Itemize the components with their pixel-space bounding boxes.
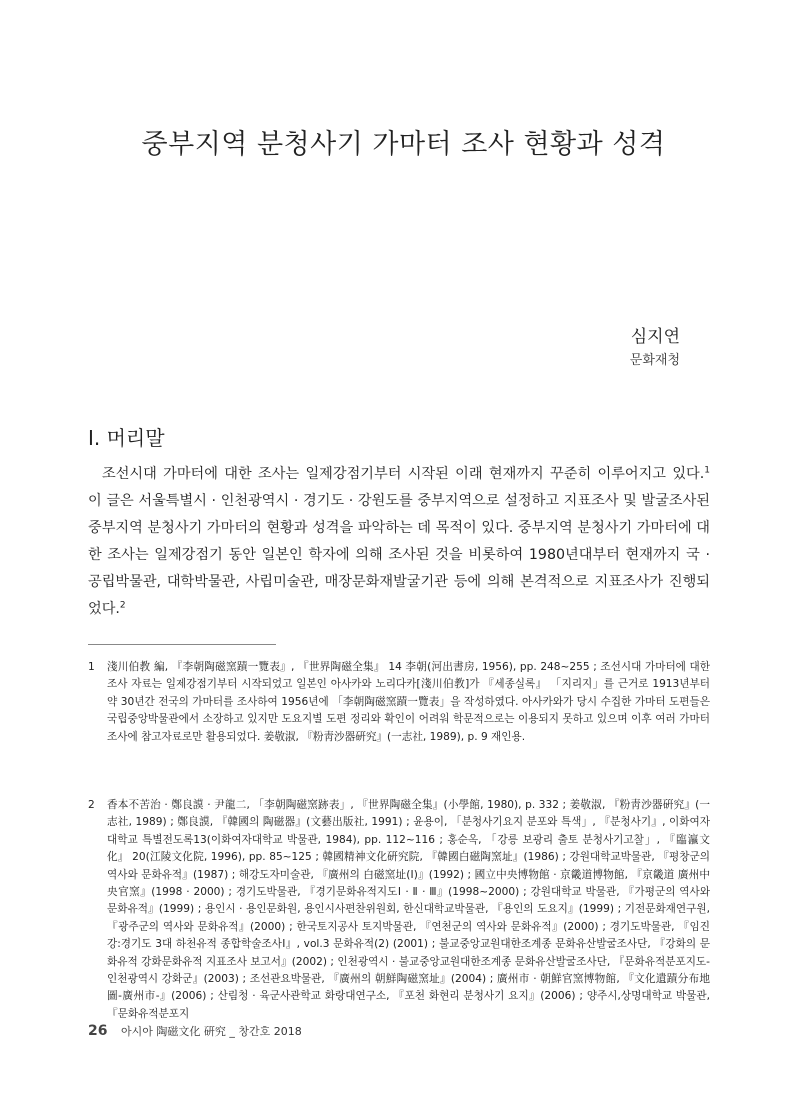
footnote-text: 淺川伯教 編, 『李朝陶磁窯蹟一覽表』, 『世界陶磁全集』 14 李朝(河出書房, 1956), pp. 248~255 ; 조선시대 가마터에 대한 조사 자료는 일제강점기부터 시작되었고 일본인 아사카와 노리다카[淺川伯教]가 『세종실록』 「지리지」를 근거로 1913년부터 약 30년간 전국의 가마터를 조사하여 1956년에 「李朝陶磁窯蹟一覽表」을 작성하였다. 아사카와가 당시 수집한 가마터 도편들은 국립중앙박물관에서 소장하고 있지만 도요지별 도편 정리와 확인이 어려워 학문적으로는 이용되지 못하고 있으며 이후 여러 가마터 조사에 참고자료로만 활용되었다. 姜敬淑, 『粉靑沙器硏究』(一志社, 1989), p. 9 재인용.: [107, 661, 710, 743]
footnote-ref-1[interactable]: 1: [704, 465, 710, 476]
paper-title: 중부지역 분청사기 가마터 조사 현황과 성격: [141, 129, 666, 160]
footnote: [88, 797, 710, 1023]
author-affiliation: 문화재청: [629, 353, 680, 368]
author-name: 심지연: [630, 327, 680, 347]
footnote-text: 香本不苦治 · 鄭良謨 · 尹龍二, 「李朝陶磁窯跡表」, 『世界陶磁全集』(小學館, 1980), p. 332 ; 姜敬淑, 『粉靑沙器硏究』(一志社, 1989) ; 鄭良謨, 『韓國의 陶磁器』(文藝出版社, 1991) ; 윤용이, 「분청사기요지 분포와 특색」, 『분청사기』, 이화여자대학교 특별전도록13(이화여자대학교 박물관, 1984), pp. 112~116 ; 홍순옥, 「강릉 보광리 출토 분청사기고찰」, 『臨瀛文化』 20(江陵文化院, 1996), pp. 85~125 ; 韓國精神文化硏究院, 『韓國白磁陶窯址』(1986) ; 강원대학교박물관, 『평창군의 역사와 문화유적』(1987) ; 해강도자미술관, 『廣州의 白磁窯址(Ⅰ)』(1992) ; 國立中央博物館 · 京畿道博物館, 『京畿道 廣州中央官窯』(1998 · 2000) ; 경기도박물관, 『경기문화유적지도Ⅰ · Ⅱ · Ⅲ』(1998~2000) ; 강원대학교 박물관, 『가평군의 역사와 문화유적』(1999) ; 용인시 · 용인문화원, 용인시사편찬위원회, 한신대학교박물관, 『용인의 도요지』(1999) ; 기전문화재연구원, 『광주군의 역사와 문화유적』(2000) ; 한국토지공사 토지박물관, 『연천군의 역사와 문화유적』(2000) ; 경기도박물관, 『임진강:경기도 3대 하천유적 종합학술조사Ⅰ』, vol.3 문화유적(2) (2001) ; 불교중앙교원대한조계종 문화유산발굴조사단, 『강화의 문화유적 강화문화유적 지표조사 보고서』(2002) ; 인천광역시 · 불교중앙교원대한조계종 문화유산발굴조사단, 『문화유적분포지도-인천광역시 강화군』(2003) ; 조선관요박물관, 『廣州의 朝鮮陶磁窯址』(2004) ; 廣州市 · 朝鮮官窯博物館, 『文化遺蹟分布地圖-廣州市-』(2006) ; 산림청 · 육군사관학교 화랑대연구소, 『포천 화현리 분청사기 요지』(2006) ; 양주시,상명대학교 박물관, 『문화유적분포지: [107, 799, 710, 1020]
section-heading: Ⅰ. 머리말: [88, 426, 165, 450]
paragraph-text-part1: 조선시대 가마터에 대한 조사는 일제강점기부터 시작된 이래 현재까지 꾸준히 이루어지고 있다.: [102, 466, 705, 482]
journal-name: 아시아 陶磁文化 硏究 _ 창간호 2018: [120, 1025, 302, 1038]
footnote-divider: [88, 644, 276, 645]
page-number: 26: [88, 1023, 108, 1039]
page-footer: [88, 1023, 302, 1039]
paragraph-text-part2: 이 글은 서울특별시 · 인천광역시 · 경기도 · 강원도를 중부지역으로 설정하고 지표조사 및 발굴조사된 중부지역 분청사기 가마터의 현황과 성격을 파악하는 데 목적이 있다. 중부지역 분청사기 가마터에 대한 조사는 일제강점기 동안 일본인 학자에 의해 조사된 것을 비롯하여 1980년대부터 현재까지 국 · 공립박물관, 대학박물관, 사립미술관, 매장문화재발굴기관 등에 의해 본격적으로 지표조사가 진행되었다.: [88, 493, 710, 617]
body-paragraph: [88, 461, 710, 623]
footnote-number: 1: [88, 661, 95, 673]
footnote-number: 2: [88, 799, 95, 811]
footnote: [88, 659, 710, 746]
footnote-ref-2[interactable]: 2: [119, 600, 126, 611]
